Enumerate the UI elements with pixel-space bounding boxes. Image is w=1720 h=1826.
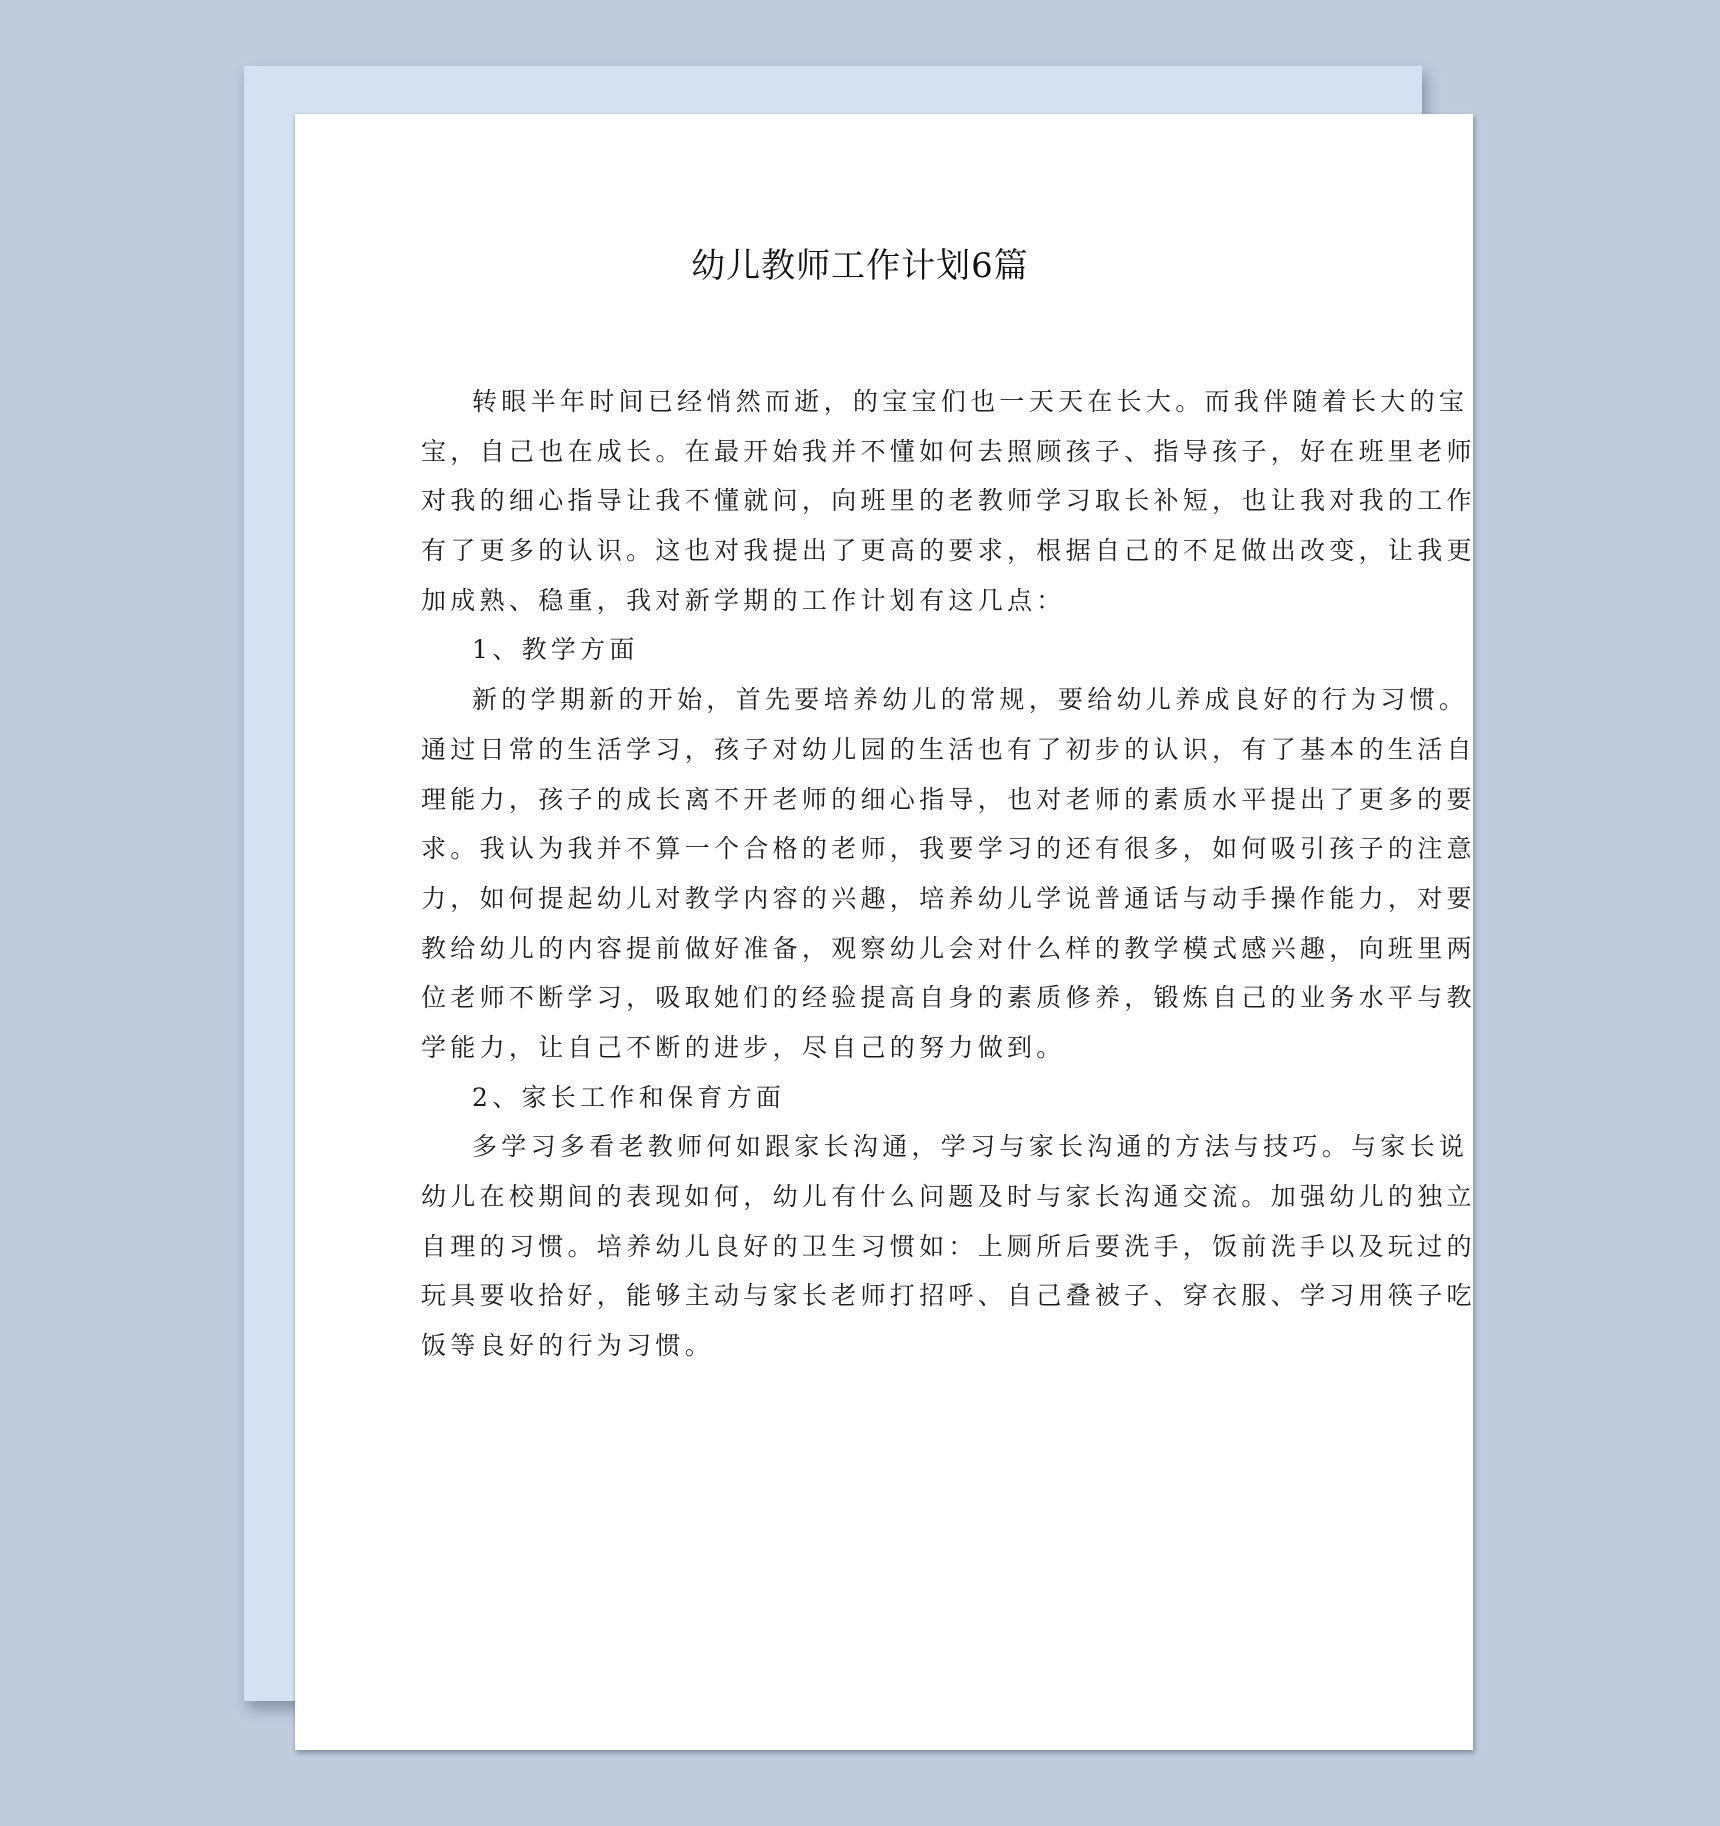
paragraph-line: 力，如何提起幼儿对教学内容的兴趣，培养幼儿学说普通话与动手操作能力，对要	[421, 883, 1476, 913]
paragraph-line: 教给幼儿的内容提前做好准备，观察幼儿会对什么样的教学模式感兴趣，向班里两	[421, 933, 1476, 963]
paragraph-line: 玩具要收拾好，能够主动与家长老师打招呼、自己叠被子、穿衣服、学习用筷子吃	[421, 1281, 1476, 1311]
paragraph-line: 求。我认为我并不算一个合格的老师，我要学习的还有很多，如何吸引孩子的注意	[421, 834, 1476, 864]
paragraph-line: 多学习多看老教师何如跟家长沟通，学习与家长沟通的方法与技巧。与家长说	[472, 1132, 1469, 1162]
paragraph-line: 转眼半年时间已经悄然而逝，的宝宝们也一天天在长大。而我伴随着长大的宝	[472, 387, 1469, 416]
paragraph-line: 幼儿在校期间的表现如何，幼儿有什么问题及时与家长沟通交流。加强幼儿的独立	[421, 1182, 1476, 1211]
paragraph-line: 新的学期新的开始，首先要培养幼儿的常规，要给幼儿养成良好的行为习惯。	[472, 685, 1469, 715]
section-heading: 2、家长工作和保育方面	[472, 1082, 786, 1112]
paragraph-line: 自理的习惯。培养幼儿良好的卫生习惯如：上厕所后要洗手，饭前洗手以及玩过的	[421, 1231, 1476, 1261]
paragraph-line: 加成熟、稳重，我对新学期的工作计划有这几点：	[421, 585, 1066, 615]
paragraph-line: 对我的细心指导让我不懂就问，向班里的老教师学习取长补短，也让我对我的工作	[421, 486, 1476, 516]
paragraph-line: 学能力，让自己不断的进步，尽自己的努力做到。	[421, 1032, 1066, 1062]
paragraph-line: 饭等良好的行为习惯。	[421, 1331, 715, 1361]
paragraph-line: 宝，自己也在成长。在最开始我并不懂如何去照顾孩子、指导孩子，好在班里老师	[421, 436, 1476, 466]
paragraph-line: 位老师不断学习，吸取她们的经验提高自身的素质修养，锻炼自己的业务水平与教	[421, 983, 1476, 1013]
paragraph-line: 理能力，孩子的成长离不开老师的细心指导，也对老师的素质水平提出了更多的要	[421, 784, 1476, 814]
paragraph-line: 有了更多的认识。这也对我提出了更高的要求，根据自己的不足做出改变，让我更	[421, 536, 1476, 566]
paragraph-line: 通过日常的生活学习，孩子对幼儿园的生活也有了初步的认识，有了基本的生活自	[421, 734, 1476, 764]
section-heading: 1、教学方面	[472, 635, 639, 665]
document-title: 幼儿教师工作计划6篇	[691, 246, 1029, 286]
document-body	[421, 377, 1476, 1371]
